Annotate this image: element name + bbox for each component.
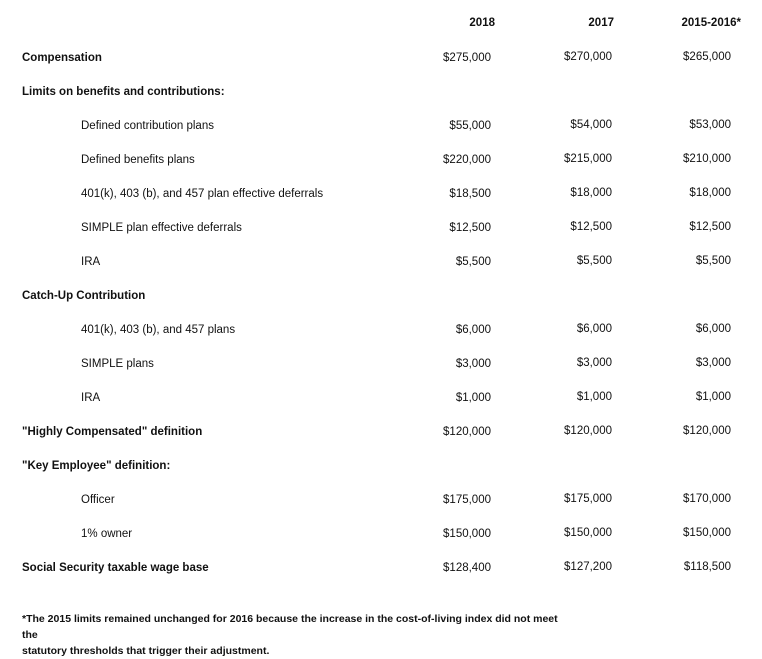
row-label: "Highly Compensated" definition: [22, 426, 203, 438]
value-2015-2016: $118,500: [683, 561, 731, 573]
value-2015-2016: $1,000: [695, 391, 731, 403]
column-header-2017: 2017: [588, 17, 614, 29]
row-label: Catch-Up Contribution: [22, 290, 146, 302]
value-2018: $55,000: [449, 120, 491, 132]
value-2015-2016: $6,000: [695, 323, 731, 335]
value-2018: $120,000: [443, 426, 491, 438]
row-label: Defined contribution plans: [81, 120, 214, 132]
value-2018: $1,000: [455, 392, 491, 404]
value-2018: $12,500: [449, 222, 491, 234]
row-label: Compensation: [22, 52, 102, 64]
value-2018: $5,500: [455, 256, 491, 268]
row-label: IRA: [81, 392, 101, 404]
footnote: [22, 611, 562, 659]
row-label: Defined benefits plans: [81, 154, 195, 166]
value-2017: $1,000: [576, 391, 612, 403]
row-label: SIMPLE plan effective deferrals: [81, 222, 242, 234]
row-label: 401(k), 403 (b), and 457 plan effective deferrals: [81, 188, 324, 200]
value-2017: $150,000: [564, 527, 612, 539]
footnote-line-1: *The 2015 limits remained unchanged for 2016 because the increase in the cost-of-living index did not meet the: [22, 613, 558, 641]
value-2017: $6,000: [576, 323, 612, 335]
value-2017: $18,000: [570, 187, 612, 199]
row-label: IRA: [81, 256, 101, 268]
value-2017: $215,000: [564, 153, 612, 165]
value-2017: $270,000: [564, 51, 612, 63]
value-2017: $127,200: [564, 561, 612, 573]
value-2018: $128,400: [443, 562, 491, 574]
value-2015-2016: $120,000: [683, 425, 731, 437]
value-2017: $12,500: [570, 221, 612, 233]
value-2015-2016: $12,500: [689, 221, 731, 233]
value-2018: $220,000: [443, 154, 491, 166]
value-2015-2016: $5,500: [695, 255, 731, 267]
value-2015-2016: $170,000: [683, 493, 731, 505]
row-label: 1% owner: [81, 528, 133, 540]
value-2015-2016: $210,000: [683, 153, 731, 165]
row-label: Officer: [81, 494, 115, 506]
value-2018: $175,000: [443, 494, 491, 506]
row-label: "Key Employee" definition:: [22, 460, 171, 472]
value-2015-2016: $53,000: [689, 119, 731, 131]
value-2018: $6,000: [455, 324, 491, 336]
value-2015-2016: $150,000: [683, 527, 731, 539]
row-label: SIMPLE plans: [81, 358, 154, 370]
value-2017: $5,500: [576, 255, 612, 267]
row-label: Social Security taxable wage base: [22, 562, 209, 574]
row-label: Limits on benefits and contributions:: [22, 86, 225, 98]
value-2018: $18,500: [449, 188, 491, 200]
value-2018: $3,000: [455, 358, 491, 370]
value-2017: $175,000: [564, 493, 612, 505]
value-2015-2016: $3,000: [695, 357, 731, 369]
column-header-2018: 2018: [469, 17, 495, 29]
row-label: 401(k), 403 (b), and 457 plans: [81, 324, 236, 336]
value-2017: $3,000: [576, 357, 612, 369]
value-2015-2016: $265,000: [683, 51, 731, 63]
footnote-line-2: statutory thresholds that trigger their adjustment.: [22, 645, 270, 657]
column-header-2015-2016: 2015-2016*: [681, 17, 741, 29]
value-2017: $54,000: [570, 119, 612, 131]
value-2018: $150,000: [443, 528, 491, 540]
value-2015-2016: $18,000: [689, 187, 731, 199]
value-2017: $120,000: [564, 425, 612, 437]
value-2018: $275,000: [443, 52, 491, 64]
